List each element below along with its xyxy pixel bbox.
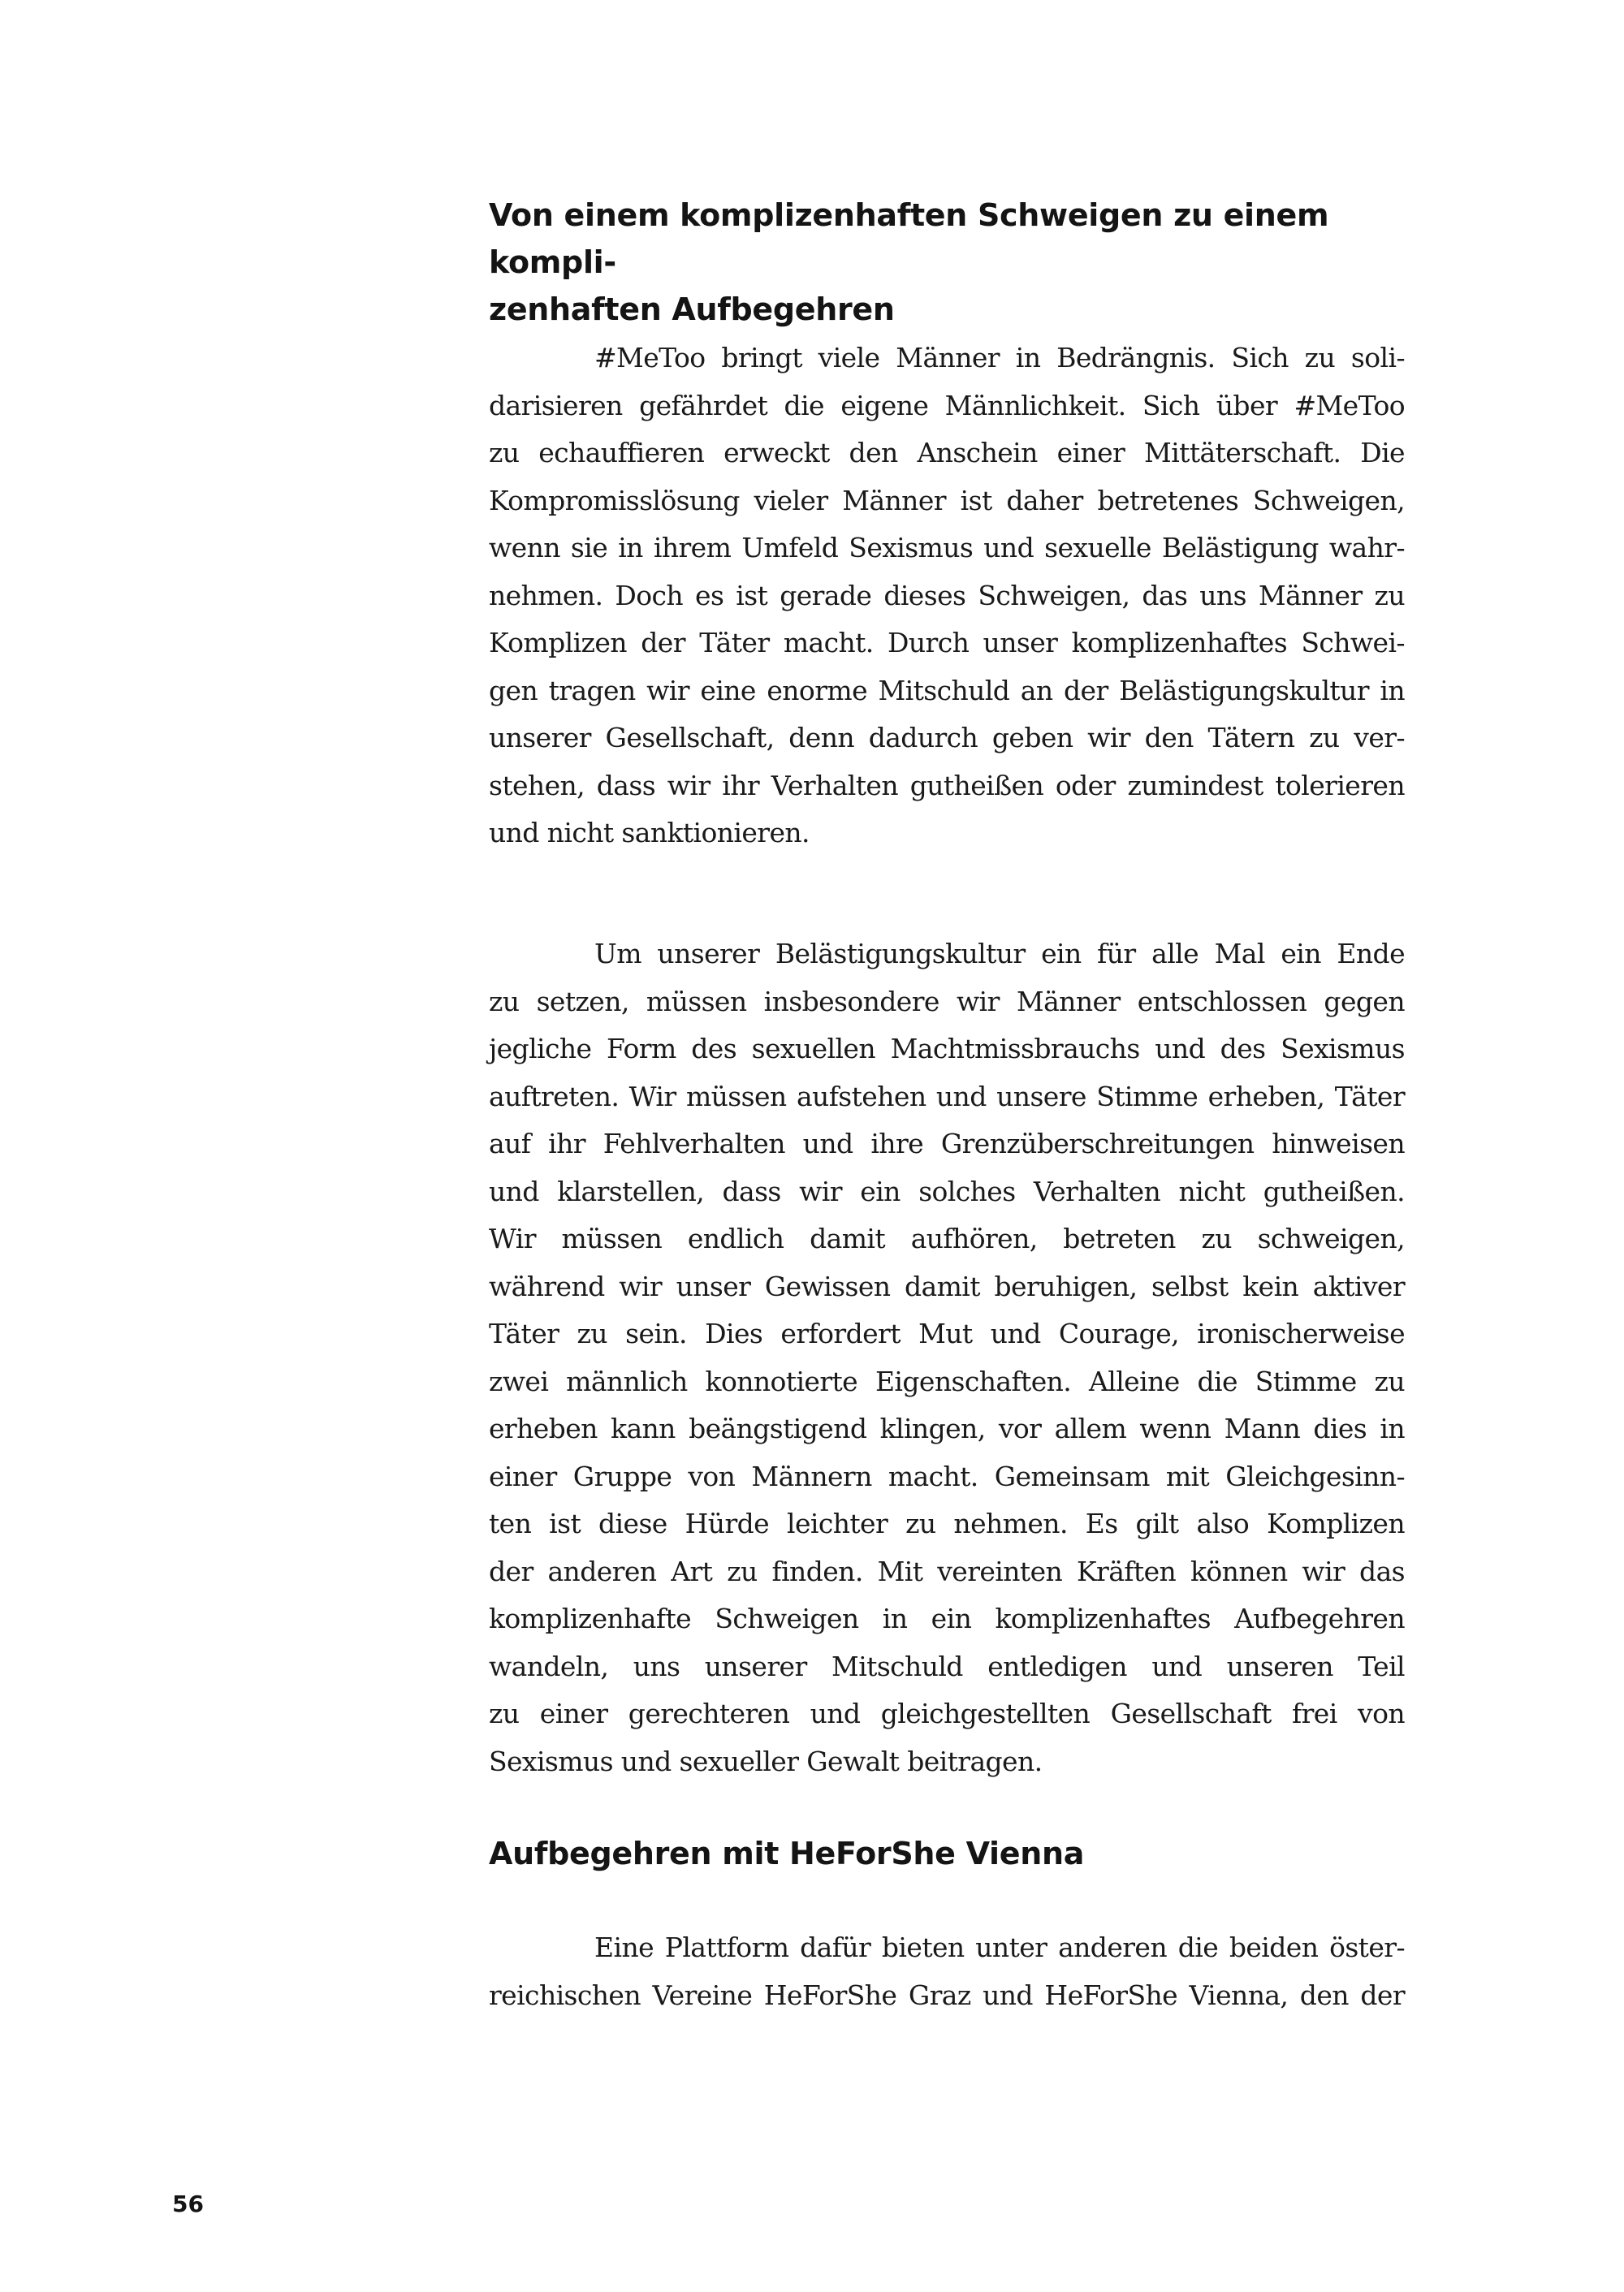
paragraph-line: stehen, dass wir ihr Verhalten gutheißen oder zumindest tolerieren — [489, 769, 1405, 801]
paragraph-line: zu einer gerechteren und gleichgestellten Gesellschaft frei von — [489, 1698, 1405, 1729]
paragraph-1 — [489, 335, 1405, 857]
paragraph-line: zu setzen, müssen insbesondere wir Männer entschlossen gegen — [489, 985, 1405, 1017]
paragraph-line: erheben kann beängstigend klingen, vor allem wenn Mann dies in — [489, 1413, 1405, 1444]
paragraph-line: wenn sie in ihrem Umfeld Sexismus und sexuelle Belästigung wahr- — [489, 532, 1405, 563]
paragraph-line: wandeln, uns unserer Mitschuld entledigen und unseren Teil — [489, 1650, 1405, 1682]
page-number: 56 — [172, 2191, 204, 2217]
heading-line: Von einem komplizenhaften Schweigen zu einem kompli- — [489, 197, 1329, 280]
paragraph-line: ten ist diese Hürde leichter zu nehmen. Es gilt also Komplizen — [489, 1508, 1405, 1539]
paragraph-2 — [489, 930, 1405, 1785]
paragraph-line: Täter zu sein. Dies erfordert Mut und Courage, ironischerweise — [489, 1318, 1405, 1349]
section-heading-1 — [489, 192, 1405, 333]
paragraph-line: und nicht sanktionieren. — [489, 817, 810, 848]
paragraph-line: während wir unser Gewissen damit beruhigen, selbst kein aktiver — [489, 1270, 1405, 1302]
paragraph-line: zu echauffieren erweckt den Anschein einer Mittäterschaft. Die — [489, 437, 1405, 468]
paragraph-line: zwei männlich konnotierte Eigenschaften. Alleine die Stimme zu — [489, 1365, 1405, 1397]
paragraph-line: nehmen. Doch es ist gerade dieses Schweigen, das uns Männer zu — [489, 579, 1405, 611]
paragraph-line: einer Gruppe von Männern macht. Gemeinsam mit Gleichgesinn- — [489, 1460, 1405, 1492]
section-heading-2 — [489, 1830, 1405, 1877]
paragraph-line: Sexismus und sexueller Gewalt beitragen. — [489, 1745, 1043, 1777]
paragraph-line: Kompromisslösung vieler Männer ist daher betretenes Schweigen, — [489, 484, 1405, 516]
paragraph-line: Komplizen der Täter macht. Durch unser komplizenhaftes Schwei- — [489, 627, 1405, 658]
paragraph-line: reichischen Vereine HeForShe Graz und HeForShe Vienna, den der — [489, 1979, 1405, 2011]
paragraph-line: auf ihr Fehlverhalten und ihre Grenzüberschreitungen hinweisen — [489, 1128, 1405, 1159]
paragraph-line: Um unserer Belästigungskultur ein für alle Mal ein Ende — [594, 938, 1405, 969]
paragraph-line: und klarstellen, dass wir ein solches Verhalten nicht gutheißen. — [489, 1175, 1405, 1207]
paragraph-line: unserer Gesellschaft, denn dadurch geben wir den Tätern zu ver- — [489, 722, 1405, 753]
paragraph-line: der anderen Art zu finden. Mit vereinten Kräften können wir das — [489, 1555, 1405, 1587]
paragraph-line: Wir müssen endlich damit aufhören, betreten zu schweigen, — [489, 1223, 1405, 1254]
paragraph-line: Eine Plattform dafür bieten unter anderen die beiden öster- — [594, 1932, 1405, 1963]
heading-line: Aufbegehren mit HeForShe Vienna — [489, 1836, 1085, 1871]
paragraph-line: auftreten. Wir müssen aufstehen und unsere Stimme erheben, Täter — [489, 1080, 1405, 1112]
paragraph-line: darisieren gefährdet die eigene Männlichkeit. Sich über #MeToo — [489, 389, 1405, 421]
paragraph-3 — [489, 1924, 1405, 2019]
paragraph-line: gen tragen wir eine enorme Mitschuld an der Belästigungskultur in — [489, 674, 1405, 706]
paragraph-line: komplizenhafte Schweigen in ein komplizenhaftes Aufbegehren — [489, 1603, 1405, 1634]
paragraph-line: #MeToo bringt viele Männer in Bedrängnis. Sich zu soli- — [594, 342, 1405, 373]
heading-line: zenhaften Aufbegehren — [489, 291, 895, 327]
paragraph-line: jegliche Form des sexuellen Machtmissbrauchs und des Sexismus — [489, 1033, 1405, 1064]
